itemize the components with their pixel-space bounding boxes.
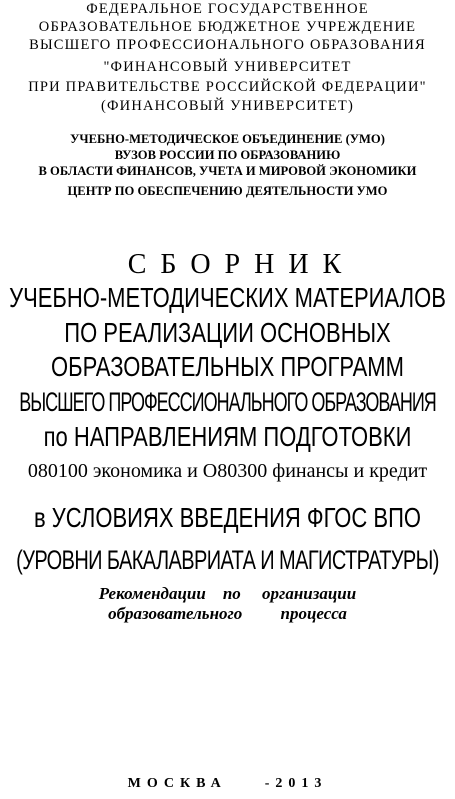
title-sbornik: СБОРНИК	[127, 249, 356, 280]
subtitle-line-2: образовательного процесса	[108, 604, 347, 623]
city-year: МОСКВА -2013	[127, 776, 328, 791]
title-levels: (УРОВНИ БАКАЛАВРИАТА И МАГИСТРАТУРЫ)	[16, 546, 439, 576]
title-line-1: УЧЕБНО-МЕТОДИЧЕСКИХ МАТЕРИАЛОВ	[9, 281, 446, 313]
title-programs: 080100 экономика и О80300 финансы и кредит	[27, 460, 428, 482]
umo-line-1: УЧЕБНО-МЕТОДИЧЕСКОЕ ОБЪЕДИНЕНИЕ (УМО)	[70, 132, 385, 146]
org-line-1: ФЕДЕРАЛЬНОЕ ГОСУДАРСТВЕННОЕ	[86, 1, 369, 17]
title-line-4: ВЫСШЕГО ПРОФЕССИОНАЛЬНОГО ОБРАЗОВАНИЯ	[19, 387, 436, 417]
umo-line-3: В ОБЛАСТИ ФИНАНСОВ, УЧЕТА И МИРОВОЙ ЭКОНОМИКИ	[38, 164, 417, 178]
title-line-2: ПО РЕАЛИЗАЦИИ ОСНОВНЫХ	[64, 316, 391, 348]
org-line-6: (ФИНАНСОВЫЙ УНИВЕРСИТЕТ)	[100, 98, 355, 114]
title-conditions: в УСЛОВИЯХ ВВЕДЕНИЯ ФГОС ВПО	[33, 501, 422, 533]
umo-line-4: ЦЕНТР ПО ОБЕСПЕЧЕНИЮ ДЕЯТЕЛЬНОСТИ УМО	[67, 184, 388, 198]
org-line-4: "ФИНАНСОВЫЙ УНИВЕРСИТЕТ	[103, 59, 352, 75]
org-line-3: ВЫСШЕГО ПРОФЕССИОНАЛЬНОГО ОБРАЗОВАНИЯ	[29, 37, 426, 53]
org-line-2: ОБРАЗОВАТЕЛЬНОЕ БЮДЖЕТНОЕ УЧРЕЖДЕНИЕ	[38, 19, 417, 35]
org-line-5: ПРИ ПРАВИТЕЛЬСТВЕ РОССИЙСКОЙ ФЕДЕРАЦИИ"	[28, 79, 427, 95]
title-line-3: ОБРАЗОВАТЕЛЬНЫХ ПРОГРАММ	[51, 350, 404, 382]
subtitle-line-1: Рекомендации по организации	[98, 584, 357, 603]
umo-line-2: ВУЗОВ РОССИИ ПО ОБРАЗОВАНИЮ	[114, 148, 341, 162]
title-line-5: по НАПРАВЛЕНИЯМ ПОДГОТОВКИ	[43, 420, 412, 452]
